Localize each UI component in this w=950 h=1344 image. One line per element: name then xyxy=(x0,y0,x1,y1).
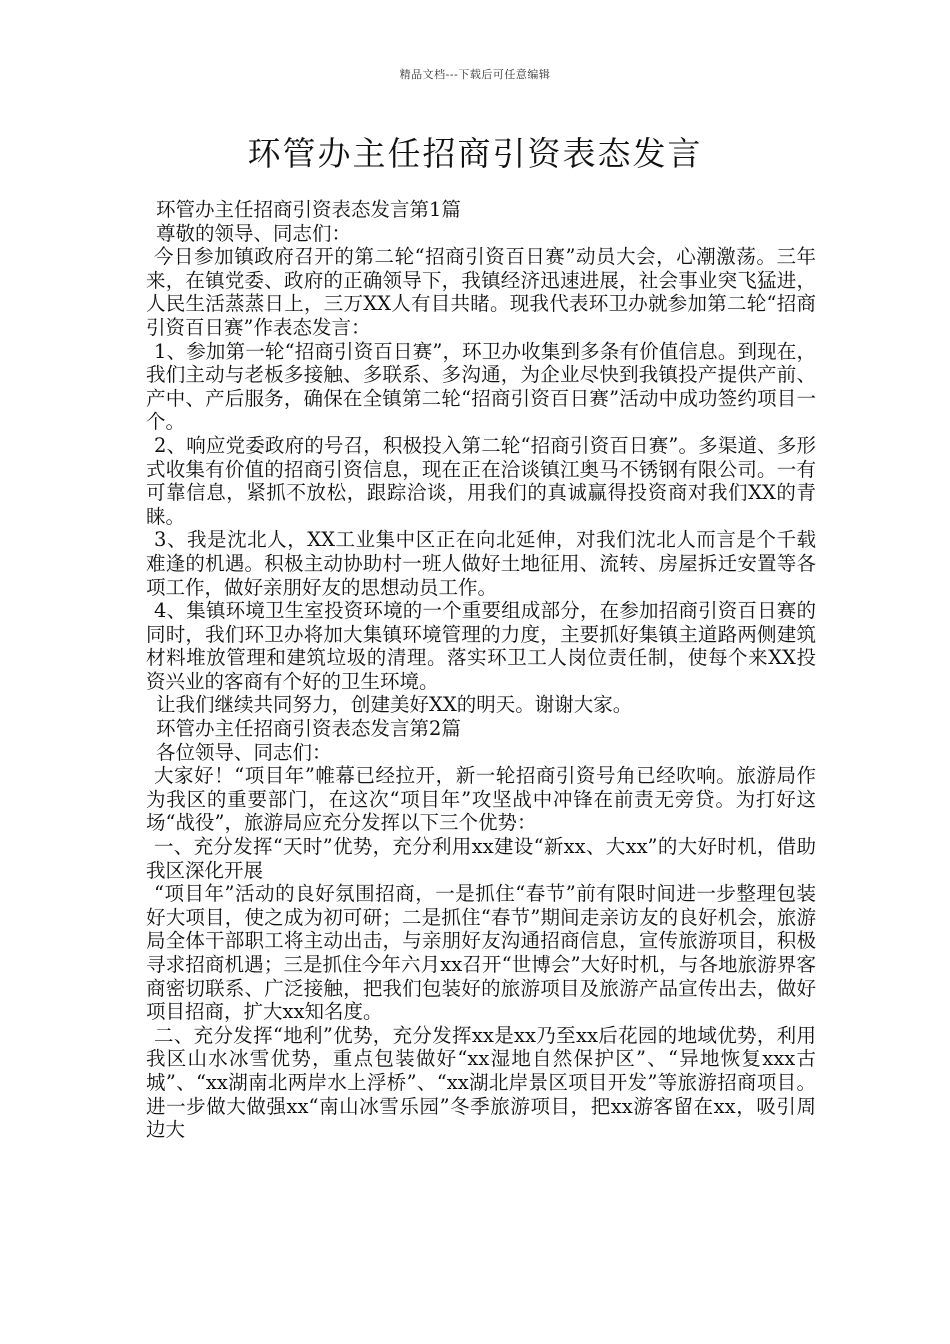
paragraph: 二、充分发挥“地利”优势，充分发挥xx是xx乃至xx后花园的地域优势，利用我区山水冰雪优势，重点包装做好“xx湿地自然保护区”、“异地恢复xxx古城”、“xx湖南北两岸水上浮桥”、“xx湖北岸景区项目开发”等旅游招商项目。进一步做大做强xx“南山冰雪乐园”冬季旅游项目，把xx游客留在xx，吸引周边大 xyxy=(146,1023,816,1142)
closing-line: 让我们继续共同努力，创建美好XX的明天。谢谢大家。 xyxy=(156,693,633,717)
document-title: 环管办主任招商引资表态发言 xyxy=(247,134,703,173)
paragraph: “项目年”活动的良好氛围招商，一是抓住“春节”前有限时间进一步整理包装好大项目，使之成为初可研；二是抓住“春节”期间走亲访友的良好机会，旅游局全体干部职工将主动出击，与亲朋好友沟通招商信息，宣传旅游项目，积极寻求招商机遇；三是抓住今年六月xx召开“世博会”大好时机，与各地旅游界客商密切联系、广泛接触，把我们包装好的旅游项目及旅游产品宣传出去，做好项目招商，扩大xx知名度。 xyxy=(146,882,816,1024)
paragraph: 2、响应党委政府的号召，积极投入第二轮“招商引资百日赛”。多渠道、多形式收集有价值的招商引资信息，现在正在洽谈镇江奥马不锈钢有限公司。一有可靠信息，紧抓不放松，跟踪洽谈，用我们的真诚赢得投资商对我们XX的青睐。 xyxy=(146,433,816,528)
document-body xyxy=(146,198,816,1142)
salutation-1: 尊敬的领导、同志们： xyxy=(156,221,352,245)
paragraph: 3、我是沈北人，XX工业集中区正在向北延伸，对我们沈北人而言是个千载难逢的机遇。积极主动协助村一班人做好土地征用、流转、房屋拆迁安置等各项工作，做好亲朋好友的思想动员工作。 xyxy=(146,528,816,599)
paragraph: 大家好！“项目年”帷幕已经拉开，新一轮招商引资号角已经吹响。旅游局作为我区的重要部门，在这次“项目年”攻坚战中冲锋在前责无旁贷。为打好这场“战役”，旅游局应充分发挥以下三个优势： xyxy=(146,764,816,835)
paragraph: 1、参加第一轮“招商引资百日赛”，环卫办收集到多条有价值信息。到现在，我们主动与老板多接触、多联系、多沟通，为企业尽快到我镇投产提供产前、产中、产后服务，确保在全镇第二轮“招商引资百日赛”活动中成功签约项目一个。 xyxy=(146,339,816,434)
section-heading-2: 环管办主任招商引资表态发言第2篇 xyxy=(156,717,461,741)
paragraph: 今日参加镇政府召开的第二轮“招商引资百日赛”动员大会，心潮激荡。三年来，在镇党委、政府的正确领导下，我镇经济迅速进展，社会事业突飞猛进，人民生活蒸蒸日上，三万XX人有目共睹。现我代表环卫办就参加第二轮“招商引资百日赛”作表态发言： xyxy=(146,245,816,339)
page-header-note: 精品文档---下载后可任意编辑 xyxy=(399,68,551,81)
salutation-2: 各位领导、同志们： xyxy=(156,740,332,764)
paragraph: 一、充分发挥“天时”优势，充分利用xx建设“新xx、大xx”的大好时机，借助我区深化开展 xyxy=(146,835,816,882)
section-heading-1: 环管办主任招商引资表态发言第1篇 xyxy=(156,198,461,221)
paragraph: 4、集镇环境卫生室投资环境的一个重要组成部分，在参加招商引资百日赛的同时，我们环卫办将加大集镇环境管理的力度，主要抓好集镇主道路两侧建筑材料堆放管理和建筑垃圾的清理。落实环卫工人岗位责任制，使每个来XX投资兴业的客商有个好的卫生环境。 xyxy=(146,599,816,693)
